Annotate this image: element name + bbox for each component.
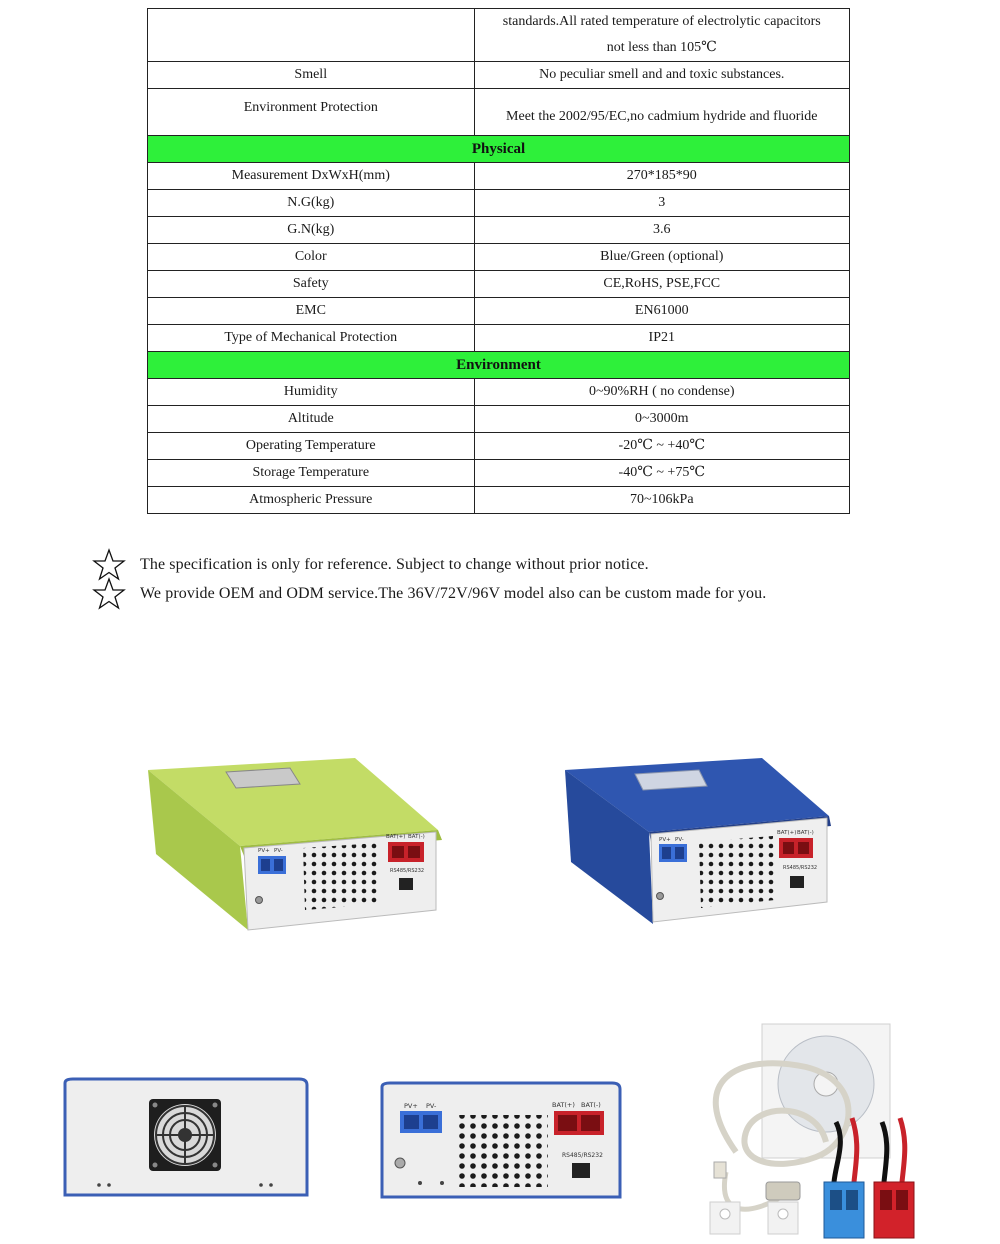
pv-plus-label: PV+ xyxy=(659,837,671,843)
table-row xyxy=(148,379,850,406)
spec-key: Safety xyxy=(148,271,475,298)
accessories-photo xyxy=(696,1022,926,1244)
table-row xyxy=(148,460,850,487)
table-row xyxy=(148,163,850,190)
bat-minus-label: BAT(-) xyxy=(581,1101,601,1109)
spec-key: Humidity xyxy=(148,379,475,406)
pv-minus-label: PV- xyxy=(675,837,684,843)
spec-value: Blue/Green (optional) xyxy=(474,244,849,271)
blue-controller-photo xyxy=(557,752,837,927)
note-item xyxy=(92,550,912,579)
front-view-photo xyxy=(380,1081,622,1199)
table-row xyxy=(148,217,850,244)
spec-key: N.G(kg) xyxy=(148,190,475,217)
pv-plus-label: PV+ xyxy=(258,848,270,854)
notes-list xyxy=(92,550,912,608)
spec-value: 270*185*90 xyxy=(474,163,849,190)
spec-value: 0~3000m xyxy=(474,406,849,433)
spec-value-label: Meet the 2002/95/EC,no cadmium hydride and fluoride xyxy=(506,109,818,124)
spec-key: Atmospheric Pressure xyxy=(148,487,475,514)
star-outline-icon xyxy=(92,577,126,611)
spec-value xyxy=(474,9,849,62)
spec-key: Smell xyxy=(148,62,475,89)
spec-key: Storage Temperature xyxy=(148,460,475,487)
spec-value: 3 xyxy=(474,190,849,217)
spec-table xyxy=(147,8,850,514)
pv-plus-label: PV+ xyxy=(404,1102,418,1110)
spec-key: Operating Temperature xyxy=(148,433,475,460)
comm-port-label: RS485/RS232 xyxy=(562,1152,603,1159)
table-row xyxy=(148,271,850,298)
note-text: The specification is only for reference. Subject to change without prior notice. xyxy=(140,555,649,573)
table-row xyxy=(148,433,850,460)
spec-value: -20℃ ~ +40℃ xyxy=(474,433,849,460)
spec-value-line: not less than 105℃ xyxy=(606,40,717,55)
spec-key: Type of Mechanical Protection xyxy=(148,325,475,352)
spec-key-label: Environment Protection xyxy=(243,100,378,115)
table-row xyxy=(148,62,850,89)
table-row xyxy=(148,9,850,62)
back-view-photo xyxy=(63,1077,309,1197)
bat-plus-label: BAT(+) xyxy=(777,830,797,836)
spec-value: 70~106kPa xyxy=(474,487,849,514)
note-text: We provide OEM and ODM service.The 36V/72V/96V model also can be custom made for you. xyxy=(140,584,767,602)
section-title: Physical xyxy=(148,136,850,163)
comm-port-label: RS485/RS232 xyxy=(390,868,425,874)
table-row xyxy=(148,325,850,352)
table-row xyxy=(148,190,850,217)
spec-value: CE,RoHS, PSE,FCC xyxy=(474,271,849,298)
spec-key: Measurement DxWxH(mm) xyxy=(148,163,475,190)
spec-key: Color xyxy=(148,244,475,271)
spec-value: -40℃ ~ +75℃ xyxy=(474,460,849,487)
pv-minus-label: PV- xyxy=(426,1102,437,1110)
spec-key xyxy=(148,9,475,62)
table-row xyxy=(148,406,850,433)
spec-value-line: standards.All rated temperature of electrolytic capacitors xyxy=(502,14,821,29)
spec-value: EN61000 xyxy=(474,298,849,325)
spec-value: IP21 xyxy=(474,325,849,352)
spec-key: Altitude xyxy=(148,406,475,433)
comm-port-label: RS485/RS232 xyxy=(783,865,818,871)
spec-value: 3.6 xyxy=(474,217,849,244)
spec-key: EMC xyxy=(148,298,475,325)
note-item xyxy=(92,579,912,608)
section-header-physical xyxy=(148,136,850,163)
bat-plus-label: BAT(+) xyxy=(552,1101,575,1109)
green-controller-photo xyxy=(140,752,450,937)
bat-minus-label: BAT(-) xyxy=(797,830,814,836)
table-row xyxy=(148,298,850,325)
spec-value: No peculiar smell and and toxic substances. xyxy=(474,62,849,89)
section-title: Environment xyxy=(148,352,850,379)
bat-minus-label: BAT(-) xyxy=(408,834,425,840)
table-row xyxy=(148,487,850,514)
spec-key: G.N(kg) xyxy=(148,217,475,244)
spec-value xyxy=(474,89,849,136)
pv-minus-label: PV- xyxy=(274,848,283,854)
spec-key xyxy=(148,89,475,136)
spec-value: 0~90%RH ( no condense) xyxy=(474,379,849,406)
table-row xyxy=(148,244,850,271)
bat-plus-label: BAT(+) xyxy=(386,834,406,840)
section-header-environment xyxy=(148,352,850,379)
table-row xyxy=(148,89,850,136)
